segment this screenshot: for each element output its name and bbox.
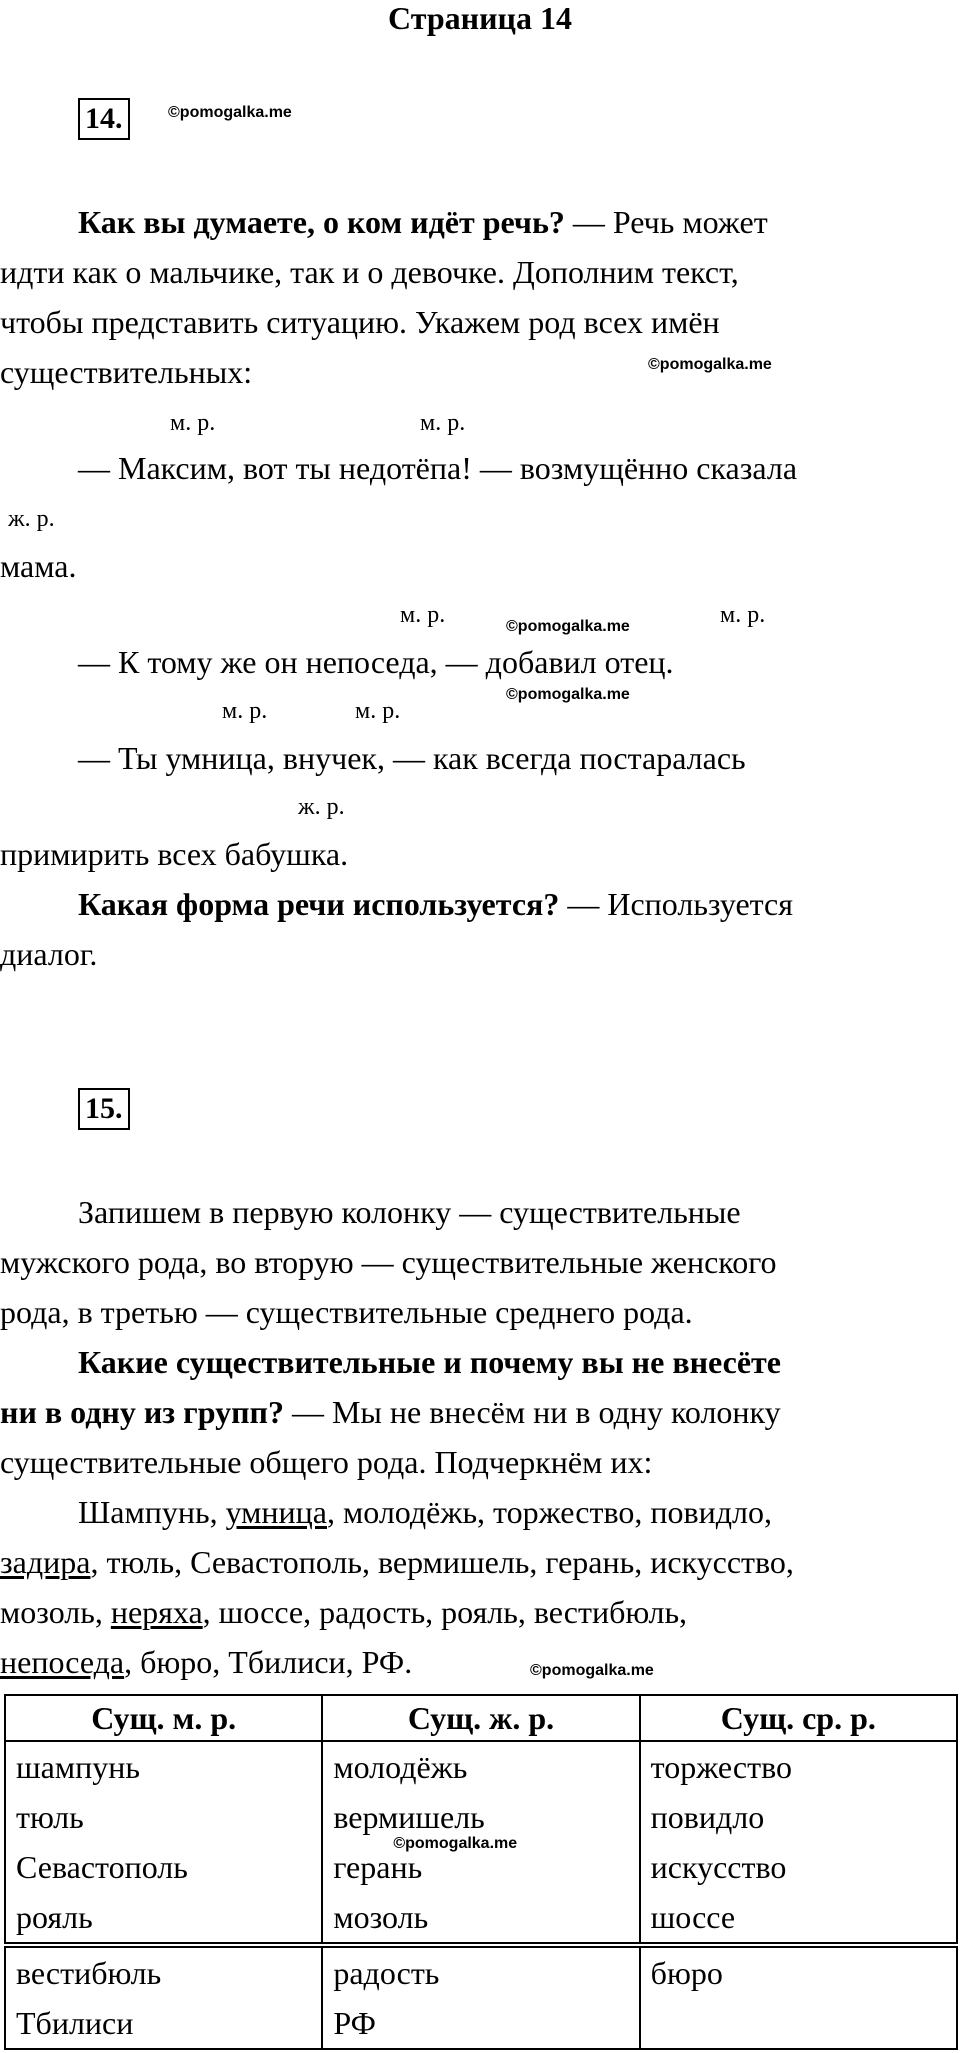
table-cell: герань xyxy=(333,1849,423,1885)
dialogue-line-1: — Максим, вот ты недотёпа! — возмущённо сказала xyxy=(78,450,798,486)
exercise-number-15: 15. xyxy=(78,1088,130,1130)
dialogue-line-3-end: примирить всех бабушка. xyxy=(0,836,349,872)
column-neut xyxy=(640,1741,957,1943)
word-list-line-4 xyxy=(0,1642,412,1682)
table-cell: повидло xyxy=(650,1799,765,1835)
question-bold: Как вы думаете, о ком идёт речь? xyxy=(78,204,565,240)
gender-label: м. р. xyxy=(420,410,466,436)
gender-table-block-2 xyxy=(4,1946,958,2050)
ex15-text-line: Запишем в первую колонку — существительные xyxy=(78,1194,741,1230)
watermark: ©pomogalka.me xyxy=(506,686,630,703)
word-text: Шампунь, xyxy=(78,1494,226,1530)
word-list-line-3 xyxy=(0,1592,687,1632)
word-text: , шоссе, радость, рояль, вестибюль, xyxy=(202,1594,688,1630)
table-row xyxy=(5,1947,957,2049)
table-cell: РФ xyxy=(333,2005,376,2041)
dialogue-line-1-end: мама. xyxy=(0,548,77,584)
gender-label: ж. р. xyxy=(298,794,345,820)
word-list-line-1 xyxy=(78,1492,772,1532)
exercise-number-14: 14. xyxy=(78,98,130,140)
header-neut: Сущ. ср. р. xyxy=(640,1695,957,1741)
answer-text: — Используется xyxy=(559,886,793,922)
word-text: , тюль, Севастополь, вермишель, герань, искусство, xyxy=(90,1544,794,1580)
watermark: ©pomogalka.me xyxy=(168,104,292,121)
table-cell: радость xyxy=(333,1955,440,1991)
gender-label: м. р. xyxy=(222,698,268,724)
ex15-text-line: рода, в третью — существительные среднего рода. xyxy=(0,1294,693,1330)
ex14-text-line: чтобы представить ситуацию. Укажем род всех имён xyxy=(0,304,720,340)
table-cell: искусство xyxy=(650,1849,787,1885)
ex14-text-line: идти как о мальчике, так и о девочке. Дополним текст, xyxy=(0,254,739,290)
table-cell: вестибюль xyxy=(16,1955,162,1991)
header-fem: Сущ. ж. р. xyxy=(322,1695,639,1741)
column-fem xyxy=(322,1947,639,2049)
gender-label: м. р. xyxy=(720,602,766,628)
gender-label: м. р. xyxy=(355,698,401,724)
word-text: , молодёжь, торжество, повидло, xyxy=(326,1494,772,1530)
column-fem xyxy=(322,1741,639,1943)
word-list-line-2 xyxy=(0,1542,794,1582)
table-cell: тюль xyxy=(16,1799,84,1835)
table-cell: рояль xyxy=(16,1899,93,1935)
ex15-question-bold: Какие существительные и почему вы не внесёте xyxy=(78,1344,781,1380)
table-cell: Севастополь xyxy=(16,1849,188,1885)
underlined-word: задира xyxy=(0,1544,91,1580)
header-masc: Сущ. м. р. xyxy=(5,1695,322,1741)
watermark: ©pomogalka.me xyxy=(648,356,772,373)
table-cell: молодёжь xyxy=(333,1749,468,1785)
ex15-text-line: мужского рода, во вторую — существительные женского xyxy=(0,1244,777,1280)
ex14-answer-end: диалог. xyxy=(0,936,98,972)
question-bold: Какая форма речи используется? xyxy=(78,886,560,922)
answer-text: — Речь может xyxy=(564,204,768,240)
column-masc xyxy=(5,1741,322,1943)
ex14-question-2 xyxy=(78,884,793,924)
gender-label: м. р. xyxy=(170,410,216,436)
column-neut xyxy=(640,1947,957,2049)
table-cell: бюро xyxy=(650,1955,723,1991)
ex14-text-line: существительных: xyxy=(0,354,253,390)
question-bold: ни в одну из групп? xyxy=(0,1394,284,1430)
ex15-question-line xyxy=(0,1392,781,1432)
table-header-row xyxy=(5,1695,957,1741)
underlined-word: непоседа xyxy=(0,1644,125,1680)
table-cell: шампунь xyxy=(16,1749,140,1785)
table-cell: мозоль xyxy=(333,1899,429,1935)
word-text: мозоль, xyxy=(0,1594,111,1630)
watermark: ©pomogalka.me xyxy=(506,618,630,635)
watermark: ©pomogalka.me xyxy=(530,1662,654,1679)
underlined-word: умница xyxy=(225,1494,327,1530)
watermark: ©pomogalka.me xyxy=(393,1835,518,1852)
answer-text: — Мы не внесём ни в одну колонку xyxy=(283,1394,781,1430)
ex15-text-line: существительные общего рода. Подчеркнём их: xyxy=(0,1444,653,1480)
gender-label: м. р. xyxy=(400,602,446,628)
table-row xyxy=(5,1741,957,1943)
gender-table-block-1 xyxy=(4,1694,958,1944)
table-cell: Тбилиси xyxy=(16,2005,134,2041)
dialogue-line-3: — Ты умница, внучек, — как всегда постаралась xyxy=(78,740,746,776)
ex14-question-1 xyxy=(78,202,768,242)
gender-label: ж. р. xyxy=(8,506,55,532)
page-title: Страница 14 xyxy=(388,0,572,36)
table-cell: торжество xyxy=(650,1749,792,1785)
table-cell: шоссе xyxy=(650,1899,736,1935)
word-text: , бюро, Тбилиси, РФ. xyxy=(124,1644,413,1680)
dialogue-line-2: — К тому же он непоседа, — добавил отец. xyxy=(78,644,674,680)
table-cell: вермишель xyxy=(333,1799,485,1835)
column-masc xyxy=(5,1947,322,2049)
underlined-word: неряха xyxy=(110,1594,203,1630)
table-cell xyxy=(651,1998,946,2048)
